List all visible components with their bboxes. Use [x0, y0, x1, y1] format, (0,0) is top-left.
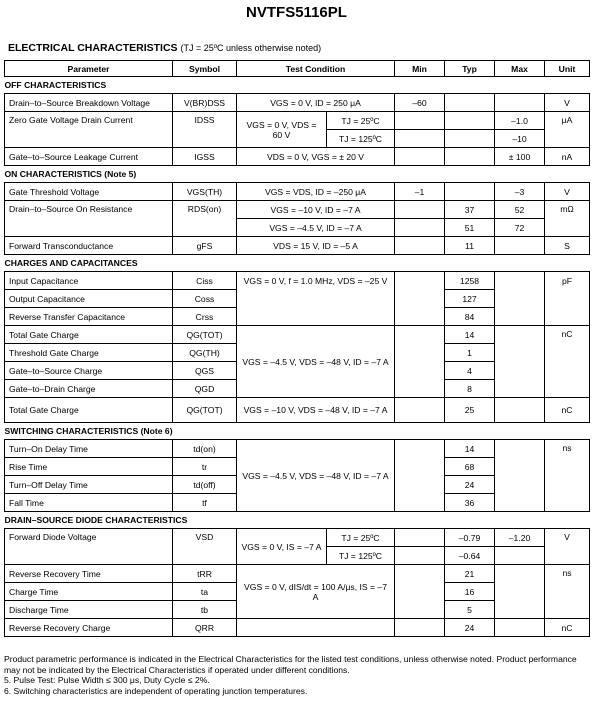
- table-row: [5, 148, 590, 166]
- typ-cell: [445, 148, 495, 166]
- param-cell: Turn–On Delay Time: [5, 440, 173, 458]
- table-row: [5, 94, 590, 112]
- table-row: [5, 183, 590, 201]
- param-cell: Gate–to–Source Charge: [5, 362, 173, 380]
- typ-cell: 36: [445, 494, 495, 512]
- sub-condition-cell: TJ = 25ºC: [327, 112, 395, 130]
- typ-cell: 14: [445, 326, 495, 344]
- max-cell: [495, 619, 545, 637]
- typ-cell: 1: [445, 344, 495, 362]
- max-cell: –1.0: [495, 112, 545, 130]
- table-row: [5, 619, 590, 637]
- min-cell: [395, 619, 445, 637]
- symbol-cell: V(BR)DSS: [173, 94, 237, 112]
- condition-cell: VGS = VDS, ID = –250 μA: [237, 183, 395, 201]
- symbol-cell: td(on): [173, 440, 237, 458]
- typ-cell: 37: [445, 201, 495, 219]
- typ-cell: 11: [445, 237, 495, 255]
- param-cell: Total Gate Charge: [5, 326, 173, 344]
- table-row: [5, 112, 590, 130]
- typ-cell: 5: [445, 601, 495, 619]
- category-diode: DRAIN–SOURCE DIODE CHARACTERISTICS: [5, 512, 590, 529]
- min-cell: –1: [395, 183, 445, 201]
- table-row: [5, 565, 590, 583]
- max-cell: [495, 237, 545, 255]
- typ-cell: –0.64: [445, 547, 495, 565]
- category-on: ON CHARACTERISTICS (Note 5): [5, 166, 590, 183]
- param-cell: Input Capacitance: [5, 272, 173, 290]
- typ-cell: [445, 94, 495, 112]
- symbol-cell: VGS(TH): [173, 183, 237, 201]
- condition-cell: VGS = –10 V, VDS = –48 V, ID = –7 A: [237, 398, 395, 423]
- condition-cell: [237, 619, 395, 637]
- param-cell: Rise Time: [5, 458, 173, 476]
- symbol-cell: gFS: [173, 237, 237, 255]
- max-cell: ± 100: [495, 148, 545, 166]
- max-cell: 72: [495, 219, 545, 237]
- symbol-cell: IDSS: [173, 112, 237, 148]
- typ-cell: 1258: [445, 272, 495, 290]
- table-row: [5, 326, 590, 344]
- min-cell: [395, 398, 445, 423]
- max-cell: [495, 326, 545, 398]
- symbol-cell: Ciss: [173, 272, 237, 290]
- symbol-cell: td(off): [173, 476, 237, 494]
- symbol-cell: Crss: [173, 308, 237, 326]
- unit-cell: ns: [545, 440, 590, 512]
- symbol-cell: QRR: [173, 619, 237, 637]
- header-typ: Typ: [445, 61, 495, 77]
- param-cell: Gate–to–Source Leakage Current: [5, 148, 173, 166]
- max-cell: [495, 94, 545, 112]
- symbol-cell: tf: [173, 494, 237, 512]
- param-cell: Drain–to–Source On Resistance: [5, 201, 173, 237]
- param-cell: Forward Transconductance: [5, 237, 173, 255]
- symbol-cell: RDS(on): [173, 201, 237, 237]
- condition-cell: VGS = –10 V, ID = –7 A: [237, 201, 395, 219]
- param-cell: Turn–Off Delay Time: [5, 476, 173, 494]
- header-parameter: Parameter: [5, 61, 173, 77]
- max-cell: [495, 272, 545, 326]
- unit-cell: ns: [545, 565, 590, 619]
- symbol-cell: VSD: [173, 529, 237, 565]
- typ-cell: 4: [445, 362, 495, 380]
- unit-cell: pF: [545, 272, 590, 326]
- typ-cell: –0.79: [445, 529, 495, 547]
- unit-cell: nC: [545, 326, 590, 398]
- min-cell: [395, 237, 445, 255]
- symbol-cell: tr: [173, 458, 237, 476]
- min-cell: [395, 201, 445, 219]
- condition-cell: VGS = 0 V, ID = 250 μA: [237, 94, 395, 112]
- section-heading: [8, 42, 321, 54]
- category-off: OFF CHARACTERISTICS: [5, 77, 590, 94]
- table-row: [5, 237, 590, 255]
- param-cell: Total Gate Charge: [5, 398, 173, 423]
- section-note: (TJ = 25ºC unless otherwise noted): [180, 43, 322, 53]
- unit-cell: V: [545, 94, 590, 112]
- max-cell: –1.20: [495, 529, 545, 547]
- sub-condition-cell: TJ = 125ºC: [327, 547, 395, 565]
- condition-cell: VGS = 0 V, IS = –7 A: [237, 529, 327, 565]
- condition-cell: VGS = –4.5 V, VDS = –48 V, ID = –7 A: [237, 326, 395, 398]
- sub-condition-cell: TJ = 25ºC: [327, 529, 395, 547]
- footnote-5: 5. Pulse Test: Pulse Width ≤ 300 μs, Duty Cycle ≤ 2%.: [4, 675, 210, 686]
- unit-cell: S: [545, 237, 590, 255]
- param-cell: Reverse Recovery Time: [5, 565, 173, 583]
- condition-cell: VGS = 0 V, VDS = 60 V: [237, 112, 327, 148]
- min-cell: [395, 326, 445, 398]
- param-cell: Output Capacitance: [5, 290, 173, 308]
- min-cell: [395, 565, 445, 619]
- typ-cell: 68: [445, 458, 495, 476]
- max-cell: –3: [495, 183, 545, 201]
- unit-cell: V: [545, 529, 590, 565]
- min-cell: [395, 112, 445, 130]
- typ-cell: 16: [445, 583, 495, 601]
- max-cell: [495, 565, 545, 619]
- typ-cell: 84: [445, 308, 495, 326]
- header-max: Max: [495, 61, 545, 77]
- symbol-cell: QG(TH): [173, 344, 237, 362]
- footnotes: [4, 654, 589, 696]
- header-test-condition: Test Condition: [237, 61, 395, 77]
- unit-cell: mΩ: [545, 201, 590, 237]
- section-title: ELECTRICAL CHARACTERISTICS: [8, 42, 178, 54]
- param-cell: Fall Time: [5, 494, 173, 512]
- document-title: NVTFS5116PL: [246, 4, 347, 21]
- symbol-cell: QGS: [173, 362, 237, 380]
- param-cell: Discharge Time: [5, 601, 173, 619]
- unit-cell: nA: [545, 148, 590, 166]
- symbol-cell: tRR: [173, 565, 237, 583]
- min-cell: [395, 440, 445, 512]
- max-cell: –10: [495, 130, 545, 148]
- typ-cell: 51: [445, 219, 495, 237]
- table-row: [5, 440, 590, 458]
- min-cell: [395, 272, 445, 326]
- typ-cell: 8: [445, 380, 495, 398]
- symbol-cell: IGSS: [173, 148, 237, 166]
- max-cell: [495, 398, 545, 423]
- param-cell: Drain–to–Source Breakdown Voltage: [5, 94, 173, 112]
- condition-cell: VGS = –4.5 V, ID = –7 A: [237, 219, 395, 237]
- min-cell: [395, 219, 445, 237]
- condition-cell: VGS = 0 V, dIS/dt = 100 A/μs, IS = –7 A: [237, 565, 395, 619]
- footnote-6: 6. Switching characteristics are independent of operating junction temperatures.: [4, 685, 308, 696]
- symbol-cell: QGD: [173, 380, 237, 398]
- header-min: Min: [395, 61, 445, 77]
- category-switching: SWITCHING CHARACTERISTICS (Note 6): [5, 423, 590, 440]
- param-cell: Reverse Transfer Capacitance: [5, 308, 173, 326]
- typ-cell: 24: [445, 476, 495, 494]
- unit-cell: V: [545, 183, 590, 201]
- min-cell: [395, 148, 445, 166]
- param-cell: Reverse Recovery Charge: [5, 619, 173, 637]
- table-row: [5, 201, 590, 219]
- typ-cell: 21: [445, 565, 495, 583]
- table-row: [5, 529, 590, 547]
- typ-cell: 127: [445, 290, 495, 308]
- unit-cell: nC: [545, 398, 590, 423]
- param-cell: Gate–to–Drain Charge: [5, 380, 173, 398]
- symbol-cell: QG(TOT): [173, 398, 237, 423]
- param-cell: Charge Time: [5, 583, 173, 601]
- unit-cell: nC: [545, 619, 590, 637]
- max-cell: 52: [495, 201, 545, 219]
- min-cell: –60: [395, 94, 445, 112]
- param-cell: Threshold Gate Charge: [5, 344, 173, 362]
- electrical-characteristics-table: [4, 60, 590, 637]
- max-cell: [495, 547, 545, 565]
- condition-cell: VDS = 15 V, ID = –5 A: [237, 237, 395, 255]
- table-row: [5, 398, 590, 423]
- footnote-disclaimer: Product parametric performance is indicated in the Electrical Characteristics for the listed test conditions, unless otherwise noted. Product performance may not be indicated by the Electrical Characteristics if operated under different conditions.: [4, 654, 577, 675]
- symbol-cell: QG(TOT): [173, 326, 237, 344]
- condition-cell: VDS = 0 V, VGS = ± 20 V: [237, 148, 395, 166]
- condition-cell: VGS = –4.5 V, VDS = –48 V, ID = –7 A: [237, 440, 395, 512]
- header-symbol: Symbol: [173, 61, 237, 77]
- min-cell: [395, 529, 445, 547]
- typ-cell: [445, 183, 495, 201]
- sub-condition-cell: TJ = 125ºC: [327, 130, 395, 148]
- symbol-cell: tb: [173, 601, 237, 619]
- symbol-cell: ta: [173, 583, 237, 601]
- param-cell: Gate Threshold Voltage: [5, 183, 173, 201]
- param-cell: Forward Diode Voltage: [5, 529, 173, 565]
- unit-cell: μA: [545, 112, 590, 148]
- typ-cell: 24: [445, 619, 495, 637]
- typ-cell: [445, 112, 495, 130]
- condition-cell: VGS = 0 V, f = 1.0 MHz, VDS = –25 V: [237, 272, 395, 326]
- param-cell: Zero Gate Voltage Drain Current: [5, 112, 173, 148]
- typ-cell: 25: [445, 398, 495, 423]
- typ-cell: 14: [445, 440, 495, 458]
- typ-cell: [445, 130, 495, 148]
- category-charges: CHARGES AND CAPACITANCES: [5, 255, 590, 272]
- table-header-row: [5, 61, 590, 77]
- symbol-cell: Coss: [173, 290, 237, 308]
- table-row: [5, 272, 590, 290]
- max-cell: [495, 440, 545, 512]
- header-unit: Unit: [545, 61, 590, 77]
- min-cell: [395, 547, 445, 565]
- min-cell: [395, 130, 445, 148]
